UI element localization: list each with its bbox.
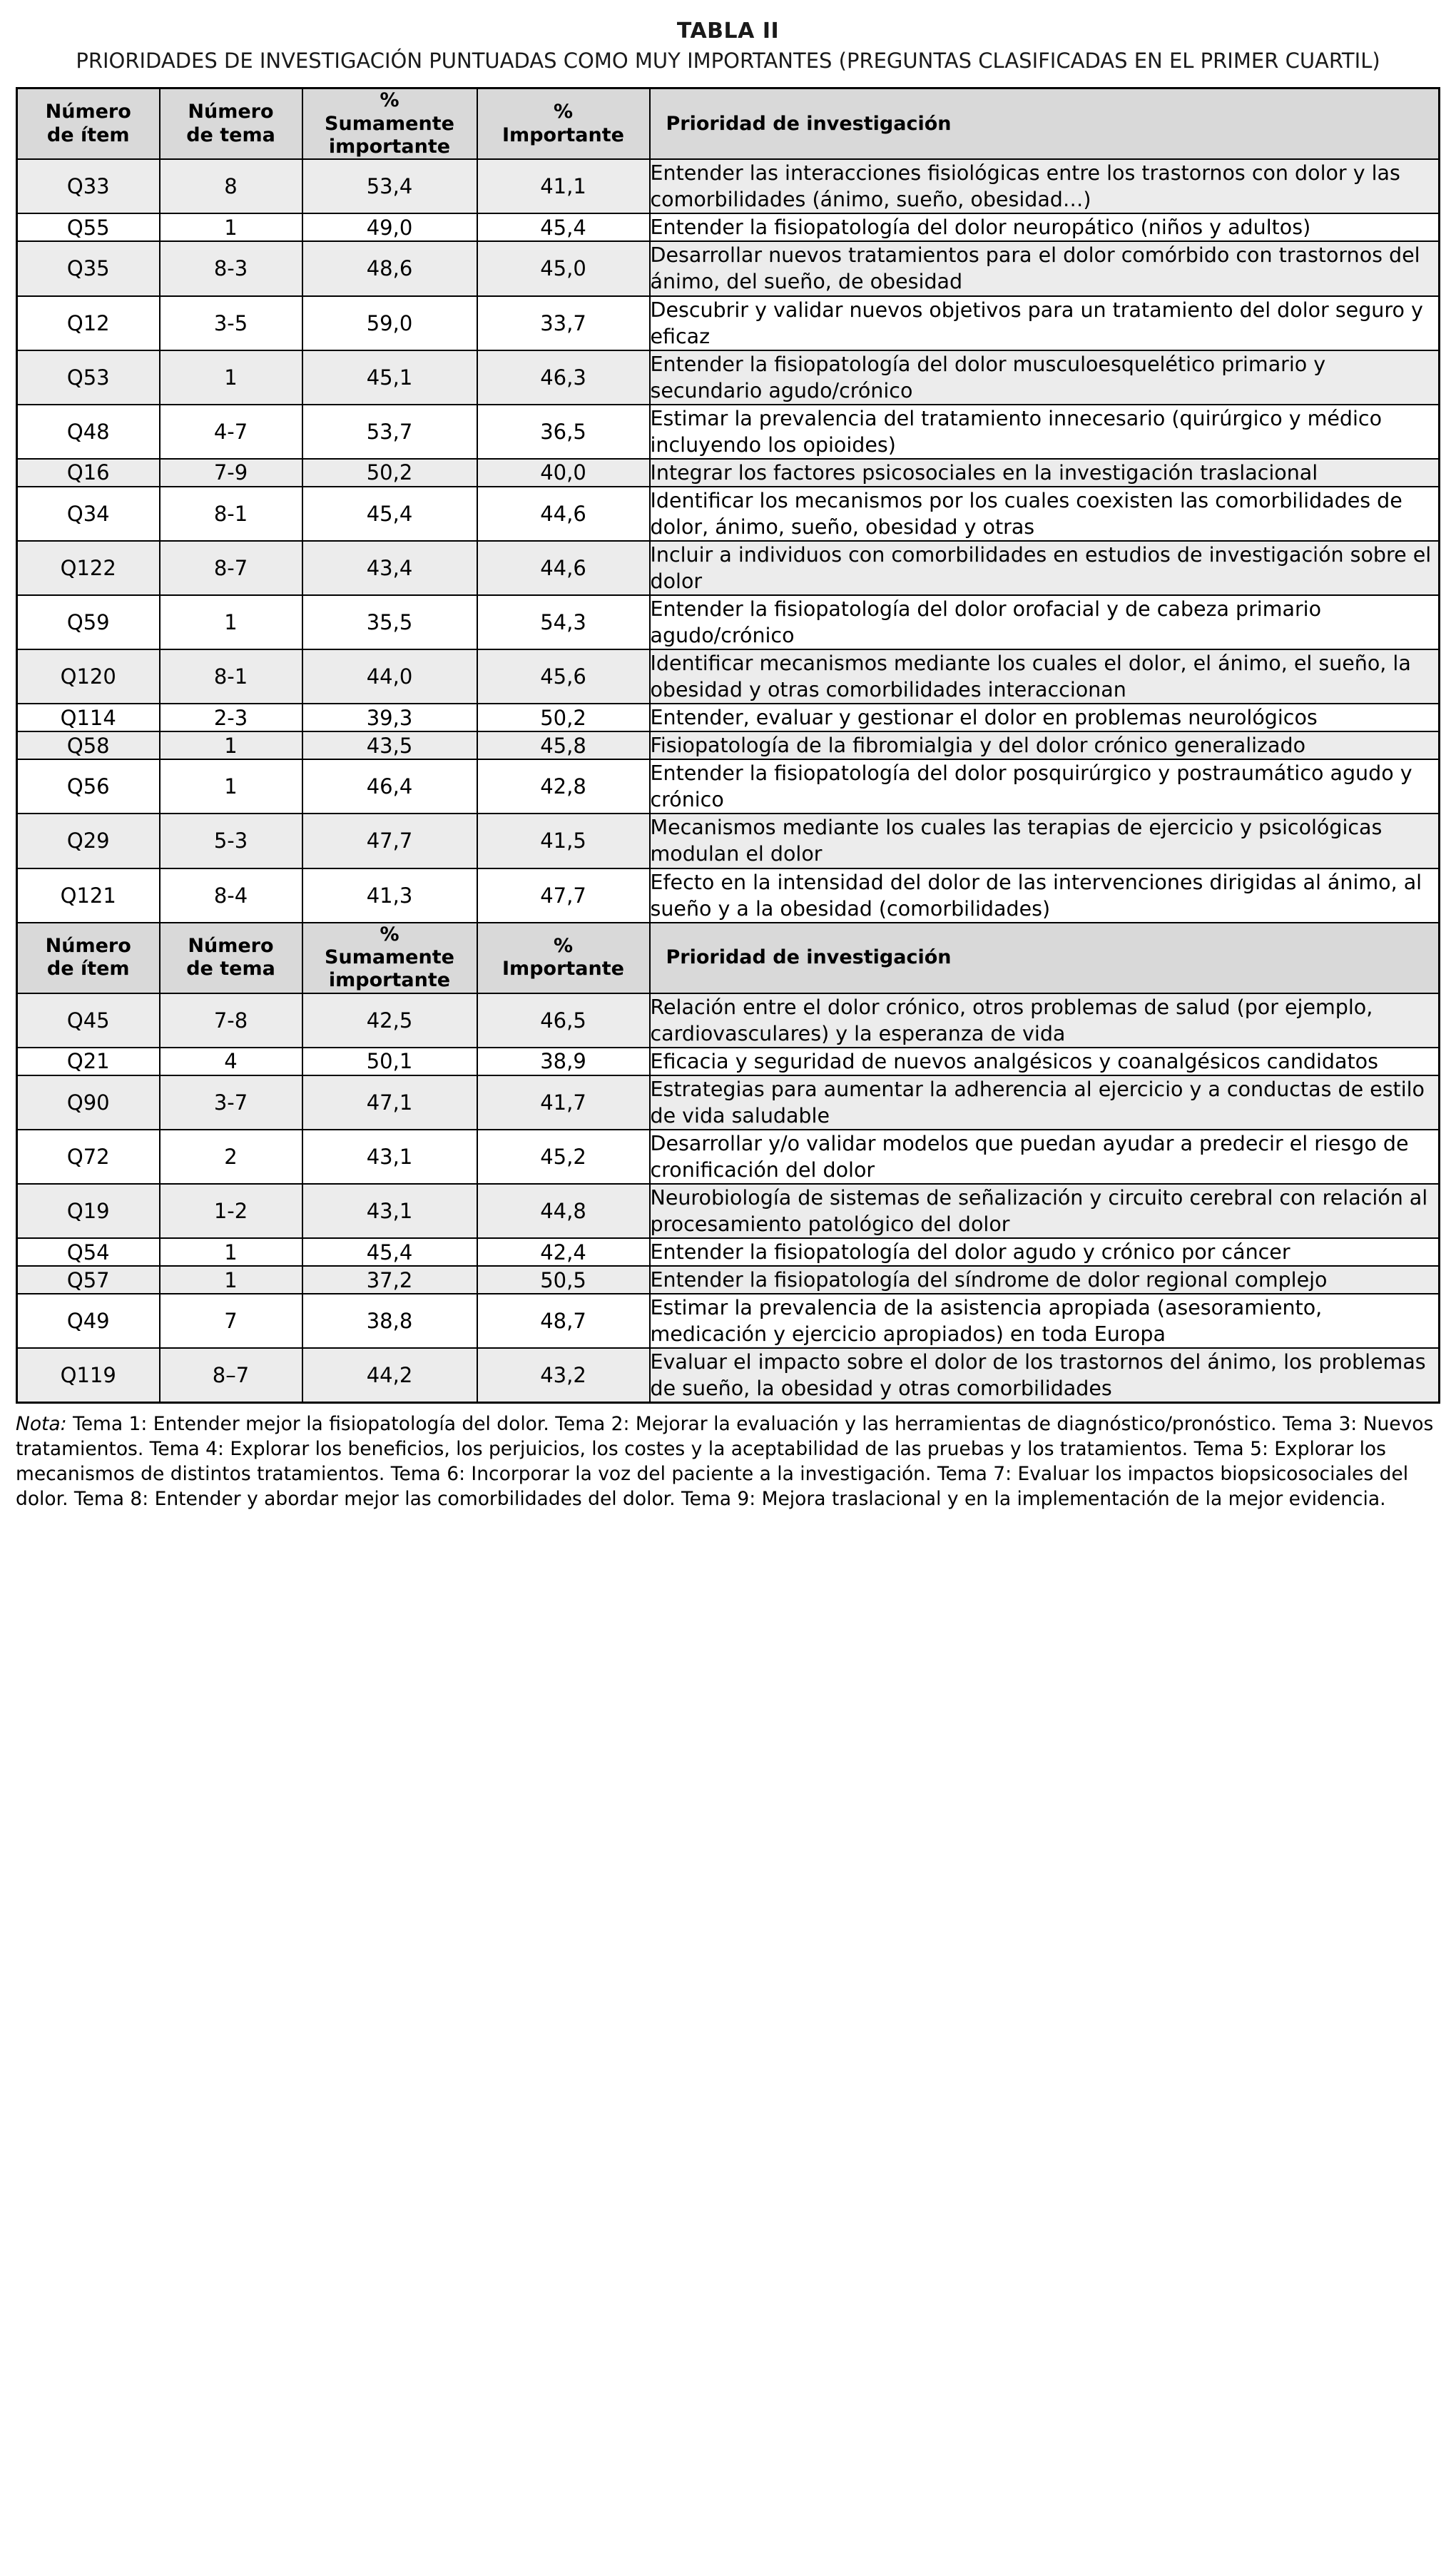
cell-item-number: Q54 [17, 1238, 160, 1266]
header-important-line1: % [553, 934, 574, 957]
cell-research-priority: Fisiopatología de la fibromialgia y del dolor crónico generalizado [650, 731, 1440, 759]
cell-extremely-important: 48,6 [302, 241, 477, 295]
cell-research-priority: Neurobiología de sistemas de señalización y circuito cerebral con relación al procesamiento patológico del dolor [650, 1184, 1440, 1238]
header-important-line1: % [553, 101, 574, 123]
cell-important: 50,5 [477, 1266, 650, 1294]
table-row [17, 814, 1440, 868]
cell-research-priority: Incluir a individuos con comorbilidades en estudios de investigación sobre el dolor [650, 541, 1440, 595]
header-theme-number [160, 88, 302, 160]
table-row [17, 350, 1440, 405]
cell-item-number: Q114 [17, 704, 160, 731]
cell-research-priority: Evaluar el impacto sobre el dolor de los trastornos del ánimo, los problemas de sueño, la obesidad y otras comorbilidades [650, 1348, 1440, 1403]
cell-item-number: Q59 [17, 595, 160, 649]
cell-theme-number: 4 [160, 1048, 302, 1075]
note-label: Nota: [16, 1413, 67, 1436]
cell-extremely-important: 41,3 [302, 868, 477, 923]
header-research-priority-line1: Prioridad de investigación [666, 946, 952, 968]
cell-theme-number: 8-7 [160, 541, 302, 595]
cell-item-number: Q55 [17, 213, 160, 241]
cell-item-number: Q12 [17, 296, 160, 350]
table-row [17, 296, 1440, 350]
table-row [17, 1238, 1440, 1266]
table-row [17, 1348, 1440, 1403]
cell-theme-number: 1 [160, 595, 302, 649]
cell-theme-number: 8-1 [160, 649, 302, 704]
table-row [17, 649, 1440, 704]
header-item-number [17, 88, 160, 160]
cell-extremely-important: 45,4 [302, 1238, 477, 1266]
table-number: TABLA II [676, 19, 780, 44]
cell-important: 38,9 [477, 1048, 650, 1075]
cell-extremely-important: 50,2 [302, 459, 477, 487]
cell-extremely-important: 45,4 [302, 487, 477, 541]
cell-important: 50,2 [477, 704, 650, 731]
cell-extremely-important: 45,1 [302, 350, 477, 405]
header-extremely-important-line2: Sumamente [325, 946, 454, 968]
cell-item-number: Q16 [17, 459, 160, 487]
cell-research-priority: Entender la fisiopatología del dolor orofacial y de cabeza primario agudo/crónico [650, 595, 1440, 649]
header-theme-number-line2: de tema [186, 958, 275, 981]
cell-theme-number: 1 [160, 759, 302, 814]
header-item-number-line2: de ítem [46, 958, 130, 981]
header-theme-number-line1: Número [188, 101, 274, 123]
table-header-row [17, 88, 1440, 160]
cell-research-priority: Efecto en la intensidad del dolor de las intervenciones dirigidas al ánimo, al sueño y a la obesidad (comorbilidades) [650, 868, 1440, 923]
cell-important: 36,5 [477, 405, 650, 459]
cell-theme-number: 7-8 [160, 993, 302, 1048]
cell-important: 41,1 [477, 159, 650, 213]
header-theme-number [160, 923, 302, 993]
cell-item-number: Q49 [17, 1294, 160, 1348]
cell-important: 46,3 [477, 350, 650, 405]
header-item-number-line1: Número [45, 101, 131, 123]
cell-extremely-important: 50,1 [302, 1048, 477, 1075]
cell-item-number: Q121 [17, 868, 160, 923]
cell-important: 44,6 [477, 487, 650, 541]
cell-item-number: Q57 [17, 1266, 160, 1294]
cell-theme-number: 7 [160, 1294, 302, 1348]
cell-research-priority: Estimar la prevalencia de la asistencia apropiada (asesoramiento, medicación y ejercicio apropiados) en toda Europa [650, 1294, 1440, 1348]
header-important-line2: Importante [502, 958, 624, 981]
cell-extremely-important: 39,3 [302, 704, 477, 731]
header-research-priority [650, 88, 1440, 160]
cell-extremely-important: 43,4 [302, 541, 477, 595]
table-row [17, 541, 1440, 595]
cell-research-priority: Entender la fisiopatología del dolor neuropático (niños y adultos) [650, 213, 1440, 241]
header-research-priority-line1: Prioridad de investigación [666, 112, 952, 135]
cell-important: 40,0 [477, 459, 650, 487]
cell-theme-number: 3-7 [160, 1075, 302, 1130]
table-row [17, 405, 1440, 459]
cell-extremely-important: 47,1 [302, 1075, 477, 1130]
cell-theme-number: 8-1 [160, 487, 302, 541]
cell-item-number: Q35 [17, 241, 160, 295]
cell-item-number: Q21 [17, 1048, 160, 1075]
cell-theme-number: 2-3 [160, 704, 302, 731]
cell-item-number: Q90 [17, 1075, 160, 1130]
cell-research-priority: Desarrollar nuevos tratamientos para el dolor comórbido con trastornos del ánimo, del sueño, de obesidad [650, 241, 1440, 295]
cell-theme-number: 7-9 [160, 459, 302, 487]
header-item-number [17, 923, 160, 993]
cell-extremely-important: 59,0 [302, 296, 477, 350]
cell-important: 42,4 [477, 1238, 650, 1266]
cell-extremely-important: 44,0 [302, 649, 477, 704]
cell-research-priority: Integrar los factores psicosociales en la investigación traslacional [650, 459, 1440, 487]
cell-item-number: Q33 [17, 159, 160, 213]
header-important [477, 923, 650, 993]
table-header-row [17, 923, 1440, 993]
cell-theme-number: 3-5 [160, 296, 302, 350]
cell-theme-number: 4-7 [160, 405, 302, 459]
table-note [16, 1412, 1440, 1512]
cell-important: 33,7 [477, 296, 650, 350]
cell-theme-number: 8-3 [160, 241, 302, 295]
cell-theme-number: 1 [160, 350, 302, 405]
cell-research-priority: Eficacia y seguridad de nuevos analgésicos y coanalgésicos candidatos [650, 1048, 1440, 1075]
header-research-priority [650, 923, 1440, 993]
cell-extremely-important: 53,7 [302, 405, 477, 459]
table-row [17, 1184, 1440, 1238]
header-extremely-important [302, 88, 477, 160]
cell-important: 47,7 [477, 868, 650, 923]
header-important-line2: Importante [502, 123, 624, 146]
cell-important: 45,6 [477, 649, 650, 704]
header-extremely-important-line3: importante [328, 969, 451, 992]
table-row [17, 487, 1440, 541]
cell-theme-number: 1 [160, 1266, 302, 1294]
cell-research-priority: Identificar mecanismos mediante los cuales el dolor, el ánimo, el sueño, la obesidad y otras comorbilidades interaccionan [650, 649, 1440, 704]
cell-item-number: Q56 [17, 759, 160, 814]
table-row [17, 1048, 1440, 1075]
cell-extremely-important: 43,5 [302, 731, 477, 759]
cell-extremely-important: 49,0 [302, 213, 477, 241]
cell-important: 45,2 [477, 1130, 650, 1184]
cell-research-priority: Entender la fisiopatología del dolor posquirúrgico y postraumático agudo y crónico [650, 759, 1440, 814]
cell-important: 46,5 [477, 993, 650, 1048]
cell-theme-number: 1 [160, 213, 302, 241]
cell-extremely-important: 43,1 [302, 1184, 477, 1238]
cell-item-number: Q120 [17, 649, 160, 704]
header-important [477, 88, 650, 160]
table-row [17, 759, 1440, 814]
cell-item-number: Q72 [17, 1130, 160, 1184]
table-row [17, 704, 1440, 731]
cell-research-priority: Descubrir y validar nuevos objetivos para un tratamiento del dolor seguro y eficaz [650, 296, 1440, 350]
table-row [17, 868, 1440, 923]
table-row [17, 459, 1440, 487]
header-item-number-line2: de ítem [46, 123, 130, 146]
table-row [17, 241, 1440, 295]
header-extremely-important-line3: importante [328, 135, 451, 158]
cell-extremely-important: 46,4 [302, 759, 477, 814]
cell-research-priority: Entender la fisiopatología del dolor agudo y crónico por cáncer [650, 1238, 1440, 1266]
cell-research-priority: Estrategias para aumentar la adherencia al ejercicio y a conductas de estilo de vida saludable [650, 1075, 1440, 1130]
cell-item-number: Q119 [17, 1348, 160, 1403]
cell-important: 42,8 [477, 759, 650, 814]
header-extremely-important-line1: % [380, 923, 399, 946]
table-row [17, 1130, 1440, 1184]
table-row [17, 595, 1440, 649]
cell-research-priority: Entender la fisiopatología del dolor musculoesquelético primario y secundario agudo/crónico [650, 350, 1440, 405]
cell-extremely-important: 38,8 [302, 1294, 477, 1348]
cell-important: 44,8 [477, 1184, 650, 1238]
cell-important: 45,8 [477, 731, 650, 759]
cell-research-priority: Relación entre el dolor crónico, otros problemas de salud (por ejemplo, cardiovasculares) y la esperanza de vida [650, 993, 1440, 1048]
cell-theme-number: 5-3 [160, 814, 302, 868]
cell-important: 54,3 [477, 595, 650, 649]
cell-extremely-important: 43,1 [302, 1130, 477, 1184]
cell-research-priority: Mecanismos mediante los cuales las terapias de ejercicio y psicológicas modulan el dolor [650, 814, 1440, 868]
table-caption: PRIORIDADES DE INVESTIGACIÓN PUNTUADAS COMO MUY IMPORTANTES (PREGUNTAS CLASIFICADAS EN EL PRIMER CUARTIL) [76, 49, 1380, 73]
cell-theme-number: 2 [160, 1130, 302, 1184]
table-row [17, 213, 1440, 241]
table-row [17, 993, 1440, 1048]
table-row [17, 159, 1440, 213]
table-row [17, 1075, 1440, 1130]
cell-research-priority: Entender, evaluar y gestionar el dolor en problemas neurológicos [650, 704, 1440, 731]
cell-extremely-important: 44,2 [302, 1348, 477, 1403]
cell-theme-number: 8–7 [160, 1348, 302, 1403]
cell-item-number: Q53 [17, 350, 160, 405]
cell-important: 45,4 [477, 213, 650, 241]
header-extremely-important-line1: % [380, 89, 399, 112]
cell-theme-number: 1 [160, 1238, 302, 1266]
cell-item-number: Q48 [17, 405, 160, 459]
cell-item-number: Q29 [17, 814, 160, 868]
cell-extremely-important: 53,4 [302, 159, 477, 213]
table-row [17, 731, 1440, 759]
cell-theme-number: 1-2 [160, 1184, 302, 1238]
cell-research-priority: Desarrollar y/o validar modelos que puedan ayudar a predecir el riesgo de cronificación del dolor [650, 1130, 1440, 1184]
cell-important: 41,5 [477, 814, 650, 868]
cell-important: 45,0 [477, 241, 650, 295]
header-extremely-important-line2: Sumamente [325, 112, 454, 135]
cell-important: 41,7 [477, 1075, 650, 1130]
cell-extremely-important: 35,5 [302, 595, 477, 649]
cell-important: 43,2 [477, 1348, 650, 1403]
cell-research-priority: Identificar los mecanismos por los cuales coexisten las comorbilidades de dolor, ánimo, sueño, obesidad y otras [650, 487, 1440, 541]
cell-extremely-important: 47,7 [302, 814, 477, 868]
cell-extremely-important: 37,2 [302, 1266, 477, 1294]
cell-theme-number: 8 [160, 159, 302, 213]
priorities-table [16, 87, 1440, 1404]
cell-item-number: Q45 [17, 993, 160, 1048]
cell-theme-number: 8-4 [160, 868, 302, 923]
cell-item-number: Q34 [17, 487, 160, 541]
cell-research-priority: Entender las interacciones fisiológicas entre los trastornos con dolor y las comorbilidades (ánimo, sueño, obesidad…) [650, 159, 1440, 213]
cell-research-priority: Estimar la prevalencia del tratamiento innecesario (quirúrgico y médico incluyendo los opioides) [650, 405, 1440, 459]
cell-important: 44,6 [477, 541, 650, 595]
header-item-number-line1: Número [45, 934, 131, 957]
header-theme-number-line1: Número [188, 934, 274, 957]
cell-extremely-important: 42,5 [302, 993, 477, 1048]
cell-item-number: Q122 [17, 541, 160, 595]
note-text: Tema 1: Entender mejor la fisiopatología del dolor. Tema 2: Mejorar la evaluación y las herramientas de diagnóstico/pronóstico. Tema 3: Nuevos tratamientos. Tema 4: Explorar los beneficios, los perjuicios, los costes y la aceptabilidad de las pruebas y los tratamientos. Tema 5: Explorar los mecanismos de distintos tratamientos. Tema 6: Incorporar la voz del paciente a la investigación. Tema 7: Evaluar los impactos biopsicosociales del dolor. Tema 8: Entender y abordar mejor las comorbilidades del dolor. Tema 9: Mejora traslacional y en la implementación de la mejor evidencia. [16, 1413, 1434, 1511]
cell-important: 48,7 [477, 1294, 650, 1348]
table-row [17, 1266, 1440, 1294]
cell-theme-number: 1 [160, 731, 302, 759]
cell-item-number: Q19 [17, 1184, 160, 1238]
table-row [17, 1294, 1440, 1348]
cell-research-priority: Entender la fisiopatología del síndrome de dolor regional complejo [650, 1266, 1440, 1294]
cell-item-number: Q58 [17, 731, 160, 759]
header-extremely-important [302, 923, 477, 993]
header-theme-number-line2: de tema [186, 123, 275, 146]
